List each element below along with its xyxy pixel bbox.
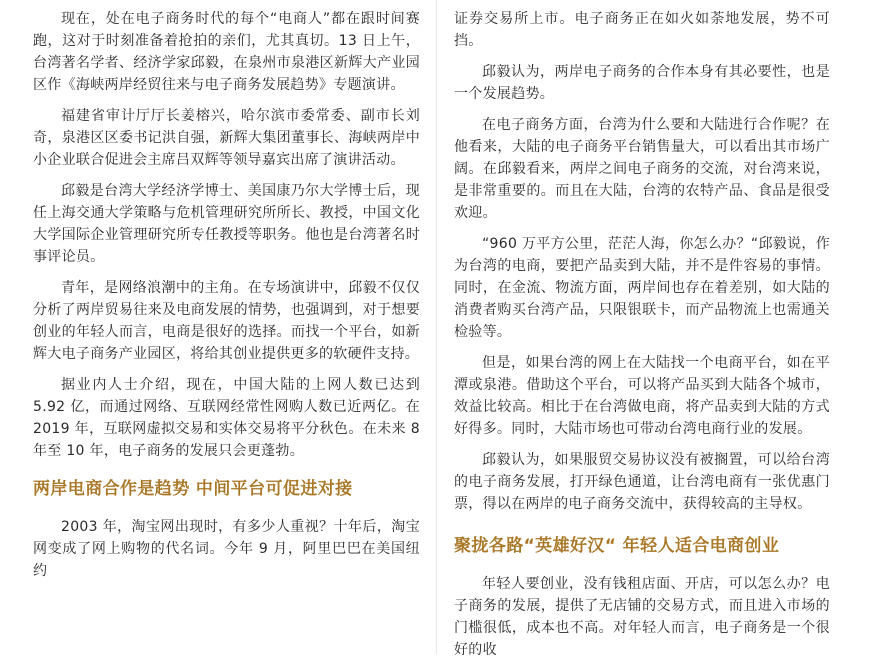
paragraph-why-cooperate: 在电子商务方面，台湾为什么要和大陆进行合作呢？在他看来，大陆的电子商务平台销售量大，可以看出其市场广阔。在邱毅看来，两岸之间电子商务的交流，对台湾来说，是非常重要的。而且在大陆，台湾的农特产品、食品是很受欢迎。 — [454, 117, 830, 221]
section-heading-cross-strait: 两岸电商合作是趋势 中间平台可促进对接 — [33, 479, 353, 499]
paragraph-taobao: 2003 年，淘宝网出现时，有多少人重视？十年后，淘宝网变成了网上购物的代名词。今年 9 月，阿里巴巴在美国纽约 — [33, 519, 420, 579]
paragraph-statistics: 据业内人士介绍，现在，中国大陆的上网人数已达到 5.92 亿，而通过网络、互联网经常性网购人数已近两亿。在 2019 年，互联网虚拟交易和实体交易将平分秋色。在未来 8 年至 10 年，电子商务的发展只会更蓬勃。 — [33, 377, 420, 459]
paragraph-speaker-bio: 邱毅是台湾大学经济学博士、美国康乃尔大学博士后，现任上海交通大学策略与危机管理研究所所长、教授，中国文化大学国际企业管理研究所专任教授等职务。他也是台湾著名时事评论员。 — [33, 183, 420, 265]
paragraph-trade-agreement: 邱毅认为，如果服贸交易协议没有被搁置，可以给台湾的电子商务发展，打开绿色通道，让台湾电商有一张优惠门票，得以在两岸的电子商务交流中，获得较高的主导权。 — [454, 452, 830, 512]
paragraph-platform: 但是，如果台湾的网上在大陆找一个电商平台，如在平潭或泉港。借助这个平台，可以将产品买到大陆各个城市，效益比较高。相比于在台湾做电商，将产品卖到大陆的方式好得多。同时，大陆市场也可带动台湾电商行业的发展。 — [454, 355, 830, 437]
paragraph-necessity: 邱毅认为，两岸电子商务的合作本身有其必要性，也是一个发展趋势。 — [454, 64, 830, 102]
paragraph-attendees: 福建省审计厅厅长姜榕兴，哈尔滨市委常委、副市长刘奇，泉港区区委书记洪自强，新辉大集团董事长、海峡两岸中小企业联合促进会主席吕双辉等领导嘉宾出席了演讲活动。 — [33, 108, 420, 168]
paragraph-youth: 青年，是网络浪潮中的主角。在专场演讲中，邱毅不仅仅分析了两岸贸易往来及电商发展的情势，也强调到，对于想要创业的年轻人而言，电商是很好的选择。而找一个平台，如新辉大电子商务产业园区，将给其创业提供更多的软硬件支持。 — [33, 280, 420, 362]
paragraph-intro: 现在，处在电子商务时代的每个“电商人”都在跟时间赛跑，这对于时刻准备着抢拍的亲们，尤其真切。13 日上午，台湾著名学者、经济学家邱毅，在泉州市泉港区新辉大产业园区作《海峡两岸经贸往来与电子商务发展趋势》专题演讲。 — [33, 11, 420, 93]
paragraph-quote: “960 万平方公里，茫茫人海，你怎么办？“邱毅说，作为台湾的电商，要把产品卖到大陆，并不是件容易的事情。同时，在金流、物流方面，两岸间也存在着差别，如大陆的消费者购买台湾产品，只限银联卡，而产品物流上也需通关检验等。 — [454, 236, 830, 340]
paragraph-startup: 年轻人要创业，没有钱租店面、开店，可以怎么办？电子商务的发展，提供了无店铺的交易方式，而且进入市场的门槛很低，成本也不高。对年轻人而言，电子商务是一个很好的收 — [454, 576, 830, 658]
right-column — [437, 0, 874, 658]
section-heading-young-entrepreneurs: 聚拢各路“英雄好汉“ 年轻人适合电商创业 — [454, 536, 780, 556]
paragraph-continuation: 证券交易所上市。电子商务正在如火如荼地发展，势不可挡。 — [454, 11, 830, 49]
left-column — [0, 0, 437, 654]
